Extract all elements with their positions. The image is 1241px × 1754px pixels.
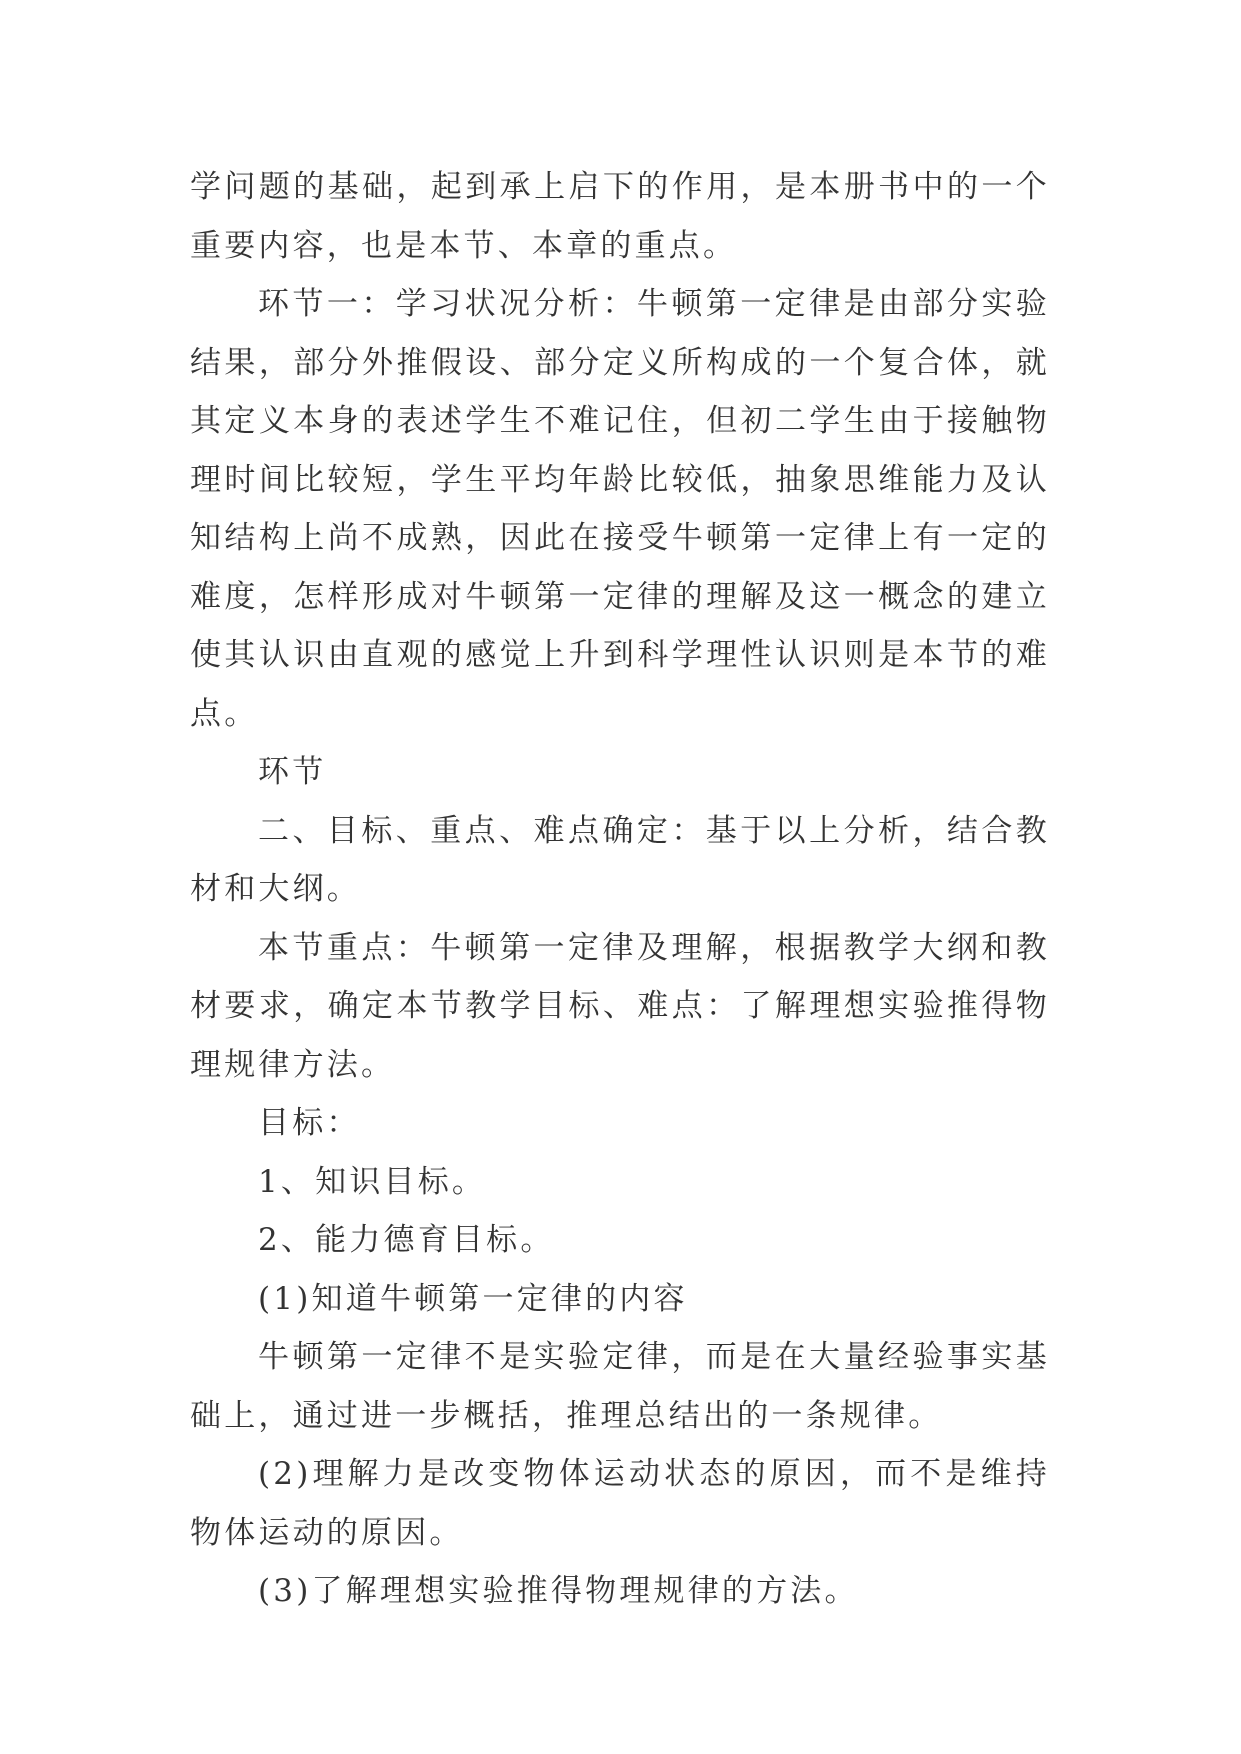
paragraph-9: (1)知道牛顿第一定律的内容 [258,1280,688,1317]
paragraph-3: 环节 [258,754,327,790]
paragraph-2: 环节一：学习状况分析：牛顿第一定律是由部分实验结果，部分外推假设、部分定义所构成的一个复合体，就其定义本身的表述学生不难记住，但初二学生由于接触物理时间比较短，学生平均年龄比较低，抽象思维能力及认知结构上尚不成熟，因此在接受牛顿第一定律上有一定的难度，怎样形成对牛顿第一定律的理解及这一概念的建立使其认识由直观的感觉上升到科学理性认识则是本节的难点。 [190,286,1050,732]
paragraph-5: 本节重点：牛顿第一定律及理解，根据教学大纲和教材要求，确定本节教学目标、难点：了解理想实验推得物理规律方法。 [190,929,1050,1083]
paragraph-7: 1、知识目标。 [258,1163,487,1200]
paragraph-6: 目标： [258,1105,361,1141]
paragraph-4: 二、目标、重点、难点确定：基于以上分析，结合教材和大纲。 [190,812,1050,907]
paragraph-10: 牛顿第一定律不是实验定律，而是在大量经验事实基础上，通过进一步概括，推理总结出的一条规律。 [190,1339,1050,1434]
document-body [190,158,1050,1621]
paragraph-8: 2、能力德育目标。 [258,1222,555,1258]
paragraph-12: (3)了解理想实验推得物理规律的方法。 [258,1573,859,1609]
paragraph-11: (2)理解力是改变物体运动状态的原因，而不是维持物体运动的原因。 [190,1456,1050,1551]
paragraph-1: 学问题的基础，起到承上启下的作用，是本册书中的一个重要内容，也是本节、本章的重点。 [190,169,1050,264]
